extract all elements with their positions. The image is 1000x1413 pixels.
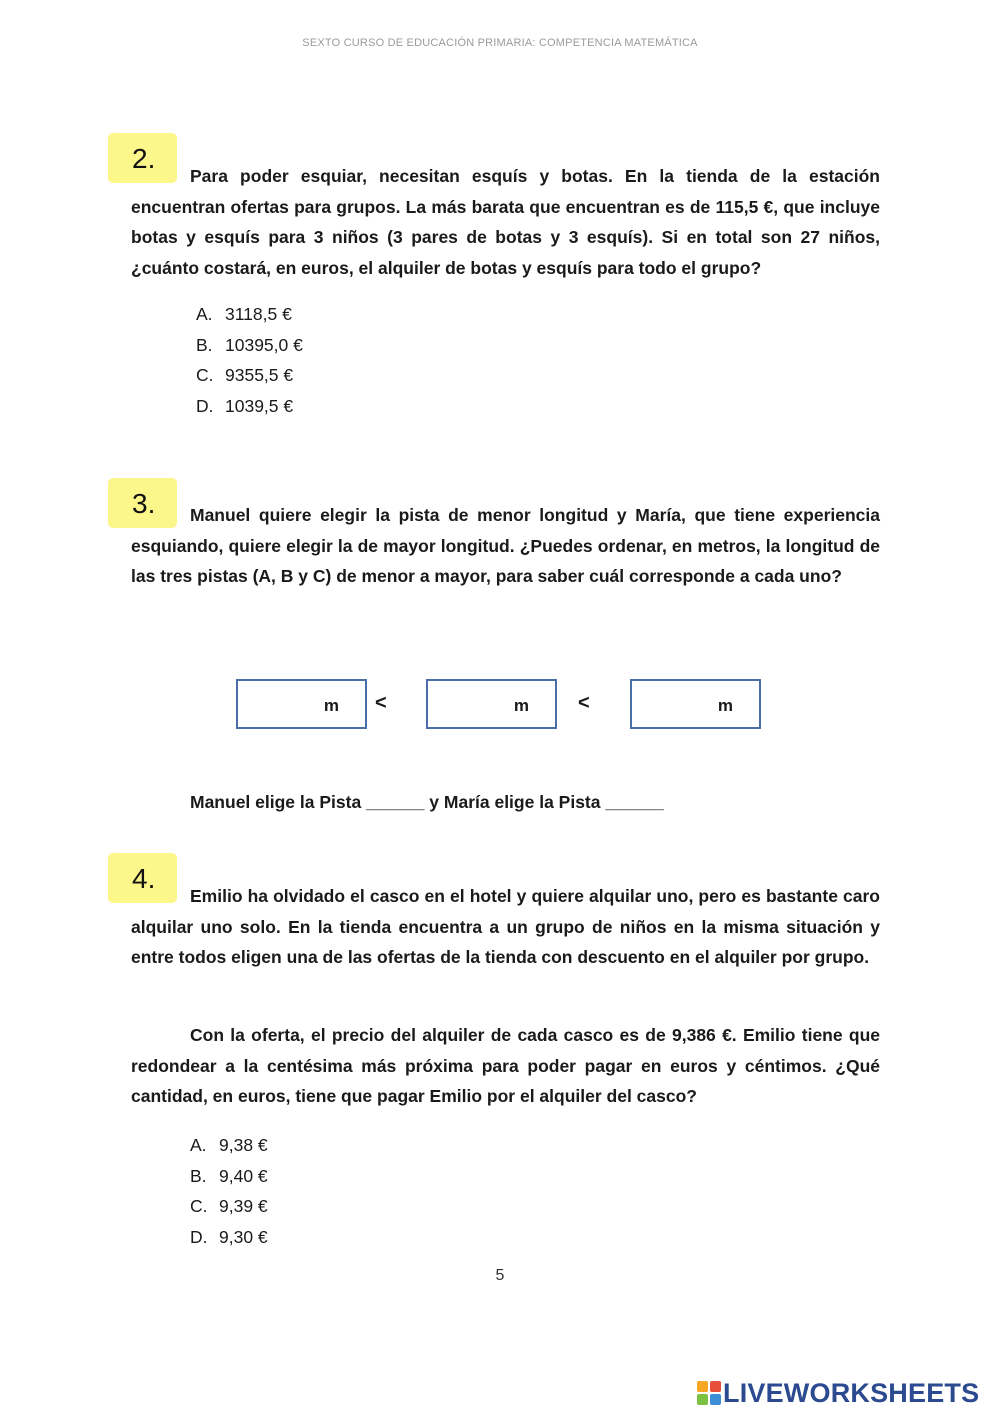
option-a[interactable]: A. 3118,5 € <box>196 304 292 324</box>
option-c[interactable]: C. 9,39 € <box>190 1196 268 1217</box>
question-2-text <box>131 161 880 283</box>
answer-line[interactable]: Manuel elige la Pista ______ y María elige la Pista ______ <box>190 792 664 812</box>
question-4-text-1 <box>131 881 880 973</box>
unit-label: m <box>323 696 339 715</box>
question-3-text <box>131 500 880 592</box>
page-header: SEXTO CURSO DE EDUCACIÓN PRIMARIA: COMPETENCIA MATEMÁTICA <box>302 37 698 49</box>
brand-name: LIVEWORKSHEETS <box>723 1377 980 1408</box>
less-than-sign: < <box>578 692 590 714</box>
length-input-box-3[interactable] <box>630 679 761 729</box>
length-input-box-2[interactable] <box>426 679 557 729</box>
option-d[interactable]: D. 9,30 € <box>190 1227 268 1248</box>
question-2-number: 2. <box>108 133 177 183</box>
option-b[interactable]: B. 10395,0 € <box>196 334 303 355</box>
less-than-sign: < <box>375 692 387 714</box>
unit-label: m <box>717 696 733 715</box>
question-4-text-2-content: Con la oferta, el precio del alquiler de cada casco es de 9,386 €. Emilio tiene que redondear a la centésima más próxima para poder pagar en euros y céntimos. ¿Qué cantidad, en euros, tiene que pagar Emilio por el alquiler del casco? <box>131 1025 880 1107</box>
length-input-box-1[interactable] <box>236 679 367 729</box>
page-number: 5 <box>495 1267 505 1284</box>
question-2-options <box>196 299 303 422</box>
option-c[interactable]: C. 9355,5 € <box>196 365 294 386</box>
question-3-text-content: Manuel quiere elegir la pista de menor longitud y María, que tiene experiencia esquiando, quiere elegir la de mayor longitud. ¿Puedes ordenar, en metros, la longitud de las tres pistas (A, B y C) de menor a mayor, para saber cuál corresponde a cada uno? <box>131 505 880 587</box>
option-b[interactable]: B. 9,40 € <box>190 1165 268 1186</box>
question-3-number: 3. <box>108 478 177 528</box>
question-4-options <box>190 1130 268 1253</box>
option-d[interactable]: D. 1039,5 € <box>196 396 294 417</box>
liveworksheets-brand <box>697 1375 979 1411</box>
option-a[interactable]: A. 9,38 € <box>190 1135 268 1155</box>
liveworksheets-logo-icon <box>697 1381 721 1405</box>
question-2-text-content: Para poder esquiar, necesitan esquís y botas. En la tienda de la estación encuentran ofertas para grupos. La más barata que encuentran es de 115,5 €, que incluye botas y esquís para 3 niños (3 pares de botas y 3 esquís). Si en total son 27 niños, ¿cuánto costará, en euros, el alquiler de botas y esquís para todo el grupo? <box>131 166 880 278</box>
question-4-text-2 <box>131 1020 880 1112</box>
question-4-number: 4. <box>108 853 177 903</box>
unit-label: m <box>513 696 529 715</box>
question-4-text-1-content: Emilio ha olvidado el casco en el hotel y quiere alquilar uno, pero es bastante caro alquilar uno solo. En la tienda encuentra a un grupo de niños en la misma situación y entre todos eligen una de las ofertas de la tienda con descuento en el alquiler por grupo. <box>131 886 880 968</box>
